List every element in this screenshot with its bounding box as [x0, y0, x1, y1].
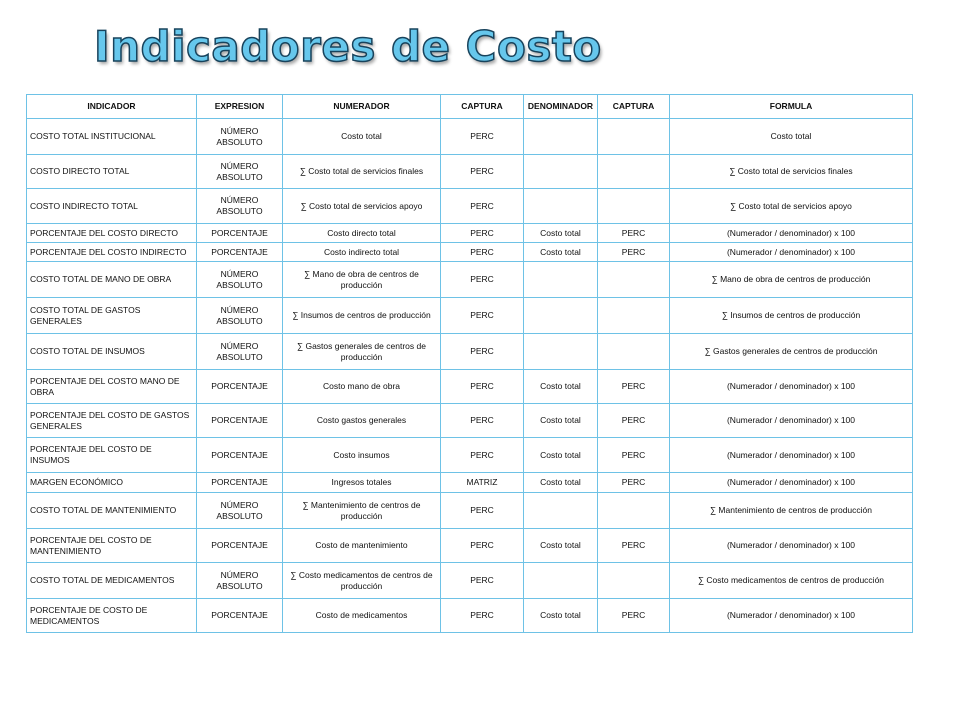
- cell-captura-2: [598, 119, 670, 155]
- cell-formula: ∑ Gastos generales de centros de producción: [670, 334, 913, 370]
- cell-expresion: NÚMERO ABSOLUTO: [197, 189, 283, 224]
- cell-expresion: NÚMERO ABSOLUTO: [197, 119, 283, 155]
- cell-expresion: PORCENTAJE: [197, 243, 283, 262]
- indicators-table: [26, 94, 913, 633]
- cell-expresion: PORCENTAJE: [197, 473, 283, 493]
- cell-indicador: COSTO TOTAL DE INSUMOS: [27, 334, 197, 370]
- cell-indicador: PORCENTAJE DEL COSTO INDIRECTO: [27, 243, 197, 262]
- cell-captura: MATRIZ: [441, 473, 524, 493]
- header-formula: FORMULA: [670, 95, 913, 119]
- cell-expresion: PORCENTAJE: [197, 529, 283, 563]
- cell-denominador: Costo total: [524, 438, 598, 473]
- table-row: [27, 189, 913, 224]
- cell-formula: ∑ Insumos de centros de producción: [670, 298, 913, 334]
- cell-captura-2: PERC: [598, 404, 670, 438]
- cell-indicador: PORCENTAJE DE COSTO DE MEDICAMENTOS: [27, 599, 197, 633]
- cell-denominador: [524, 493, 598, 529]
- cell-captura-2: [598, 189, 670, 224]
- table-row: [27, 493, 913, 529]
- cell-indicador: COSTO TOTAL INSTITUCIONAL: [27, 119, 197, 155]
- cell-captura-2: [598, 298, 670, 334]
- table-row: [27, 155, 913, 189]
- cell-captura: PERC: [441, 493, 524, 529]
- cell-numerador: ∑ Costo medicamentos de centros de producción: [283, 563, 441, 599]
- cell-formula: ∑ Costo total de servicios finales: [670, 155, 913, 189]
- cell-expresion: NÚMERO ABSOLUTO: [197, 334, 283, 370]
- cell-indicador: COSTO TOTAL DE MANTENIMIENTO: [27, 493, 197, 529]
- cell-formula: (Numerador / denominador) x 100: [670, 529, 913, 563]
- cell-denominador: Costo total: [524, 473, 598, 493]
- cell-expresion: NÚMERO ABSOLUTO: [197, 493, 283, 529]
- cell-expresion: NÚMERO ABSOLUTO: [197, 298, 283, 334]
- cell-numerador: ∑ Insumos de centros de producción: [283, 298, 441, 334]
- cell-formula: (Numerador / denominador) x 100: [670, 438, 913, 473]
- header-captura-2: CAPTURA: [598, 95, 670, 119]
- cell-captura-2: [598, 262, 670, 298]
- cell-formula: ∑ Mantenimiento de centros de producción: [670, 493, 913, 529]
- cell-captura-2: [598, 493, 670, 529]
- cell-formula: (Numerador / denominador) x 100: [670, 404, 913, 438]
- cell-captura-2: [598, 563, 670, 599]
- cell-captura-2: PERC: [598, 370, 670, 404]
- cell-captura-2: PERC: [598, 529, 670, 563]
- cell-denominador: Costo total: [524, 243, 598, 262]
- table-row: [27, 243, 913, 262]
- cell-numerador: Costo indirecto total: [283, 243, 441, 262]
- cell-numerador: ∑ Costo total de servicios apoyo: [283, 189, 441, 224]
- cell-denominador: Costo total: [524, 404, 598, 438]
- cell-expresion: PORCENTAJE: [197, 599, 283, 633]
- cell-captura-2: PERC: [598, 473, 670, 493]
- cell-indicador: COSTO INDIRECTO TOTAL: [27, 189, 197, 224]
- cell-captura-2: [598, 155, 670, 189]
- cell-denominador: [524, 189, 598, 224]
- header-expresion: EXPRESION: [197, 95, 283, 119]
- cell-expresion: PORCENTAJE: [197, 438, 283, 473]
- cell-captura: PERC: [441, 334, 524, 370]
- header-indicador: INDICADOR: [27, 95, 197, 119]
- table-header-row: [27, 95, 913, 119]
- cell-captura: PERC: [441, 599, 524, 633]
- cell-captura: PERC: [441, 529, 524, 563]
- cell-captura: PERC: [441, 404, 524, 438]
- cell-indicador: COSTO DIRECTO TOTAL: [27, 155, 197, 189]
- cell-denominador: Costo total: [524, 224, 598, 243]
- cell-captura: PERC: [441, 243, 524, 262]
- page-title: Indicadores de Costo: [94, 22, 602, 71]
- header-captura: CAPTURA: [441, 95, 524, 119]
- cell-denominador: Costo total: [524, 370, 598, 404]
- cell-captura: PERC: [441, 262, 524, 298]
- cell-numerador: ∑ Mantenimiento de centros de producción: [283, 493, 441, 529]
- cell-captura: PERC: [441, 563, 524, 599]
- cell-denominador: Costo total: [524, 599, 598, 633]
- cell-formula: Costo total: [670, 119, 913, 155]
- cell-indicador: COSTO TOTAL DE MEDICAMENTOS: [27, 563, 197, 599]
- cell-captura: PERC: [441, 155, 524, 189]
- cell-indicador: PORCENTAJE DEL COSTO DE MANTENIMIENTO: [27, 529, 197, 563]
- cell-captura: PERC: [441, 370, 524, 404]
- cell-denominador: [524, 563, 598, 599]
- cell-expresion: PORCENTAJE: [197, 404, 283, 438]
- cell-numerador: Costo de mantenimiento: [283, 529, 441, 563]
- cell-indicador: PORCENTAJE DEL COSTO DE GASTOS GENERALES: [27, 404, 197, 438]
- cell-indicador: COSTO TOTAL DE GASTOS GENERALES: [27, 298, 197, 334]
- cell-formula: ∑ Costo total de servicios apoyo: [670, 189, 913, 224]
- cell-numerador: Costo total: [283, 119, 441, 155]
- cell-denominador: Costo total: [524, 529, 598, 563]
- cell-captura-2: PERC: [598, 599, 670, 633]
- cell-denominador: [524, 298, 598, 334]
- cell-formula: (Numerador / denominador) x 100: [670, 599, 913, 633]
- cell-numerador: Costo mano de obra: [283, 370, 441, 404]
- cell-formula: ∑ Costo medicamentos de centros de producción: [670, 563, 913, 599]
- table-row: [27, 473, 913, 493]
- header-denominador: DENOMINADOR: [524, 95, 598, 119]
- header-numerador: NUMERADOR: [283, 95, 441, 119]
- table-row: [27, 563, 913, 599]
- cell-numerador: Costo insumos: [283, 438, 441, 473]
- cell-indicador: PORCENTAJE DEL COSTO DIRECTO: [27, 224, 197, 243]
- cell-numerador: ∑ Mano de obra de centros de producción: [283, 262, 441, 298]
- table-row: [27, 370, 913, 404]
- table-row: [27, 224, 913, 243]
- cell-expresion: NÚMERO ABSOLUTO: [197, 262, 283, 298]
- cell-captura: PERC: [441, 224, 524, 243]
- cell-formula: (Numerador / denominador) x 100: [670, 243, 913, 262]
- cell-expresion: PORCENTAJE: [197, 224, 283, 243]
- cell-numerador: Ingresos totales: [283, 473, 441, 493]
- table-row: [27, 599, 913, 633]
- cell-numerador: Costo directo total: [283, 224, 441, 243]
- cell-numerador: ∑ Costo total de servicios finales: [283, 155, 441, 189]
- cell-formula: (Numerador / denominador) x 100: [670, 224, 913, 243]
- cell-expresion: NÚMERO ABSOLUTO: [197, 563, 283, 599]
- table-row: [27, 262, 913, 298]
- cell-denominador: [524, 334, 598, 370]
- table-row: [27, 334, 913, 370]
- cell-captura: PERC: [441, 298, 524, 334]
- cell-formula: (Numerador / denominador) x 100: [670, 473, 913, 493]
- cell-expresion: PORCENTAJE: [197, 370, 283, 404]
- cell-indicador: MARGEN ECONÓMICO: [27, 473, 197, 493]
- cell-captura-2: PERC: [598, 224, 670, 243]
- cell-numerador: Costo gastos generales: [283, 404, 441, 438]
- cell-denominador: [524, 262, 598, 298]
- cell-denominador: [524, 119, 598, 155]
- cell-numerador: ∑ Gastos generales de centros de producción: [283, 334, 441, 370]
- cell-numerador: Costo de medicamentos: [283, 599, 441, 633]
- cell-captura: PERC: [441, 119, 524, 155]
- table-row: [27, 119, 913, 155]
- cell-indicador: PORCENTAJE DEL COSTO DE INSUMOS: [27, 438, 197, 473]
- table-row: [27, 404, 913, 438]
- cell-indicador: COSTO TOTAL DE MANO DE OBRA: [27, 262, 197, 298]
- table-row: [27, 438, 913, 473]
- cell-captura-2: PERC: [598, 243, 670, 262]
- cell-captura-2: [598, 334, 670, 370]
- cell-captura: PERC: [441, 438, 524, 473]
- table-row: [27, 529, 913, 563]
- cell-formula: (Numerador / denominador) x 100: [670, 370, 913, 404]
- cell-denominador: [524, 155, 598, 189]
- table-row: [27, 298, 913, 334]
- cell-formula: ∑ Mano de obra de centros de producción: [670, 262, 913, 298]
- cell-captura: PERC: [441, 189, 524, 224]
- cell-indicador: PORCENTAJE DEL COSTO MANO DE OBRA: [27, 370, 197, 404]
- cell-captura-2: PERC: [598, 438, 670, 473]
- cell-expresion: NÚMERO ABSOLUTO: [197, 155, 283, 189]
